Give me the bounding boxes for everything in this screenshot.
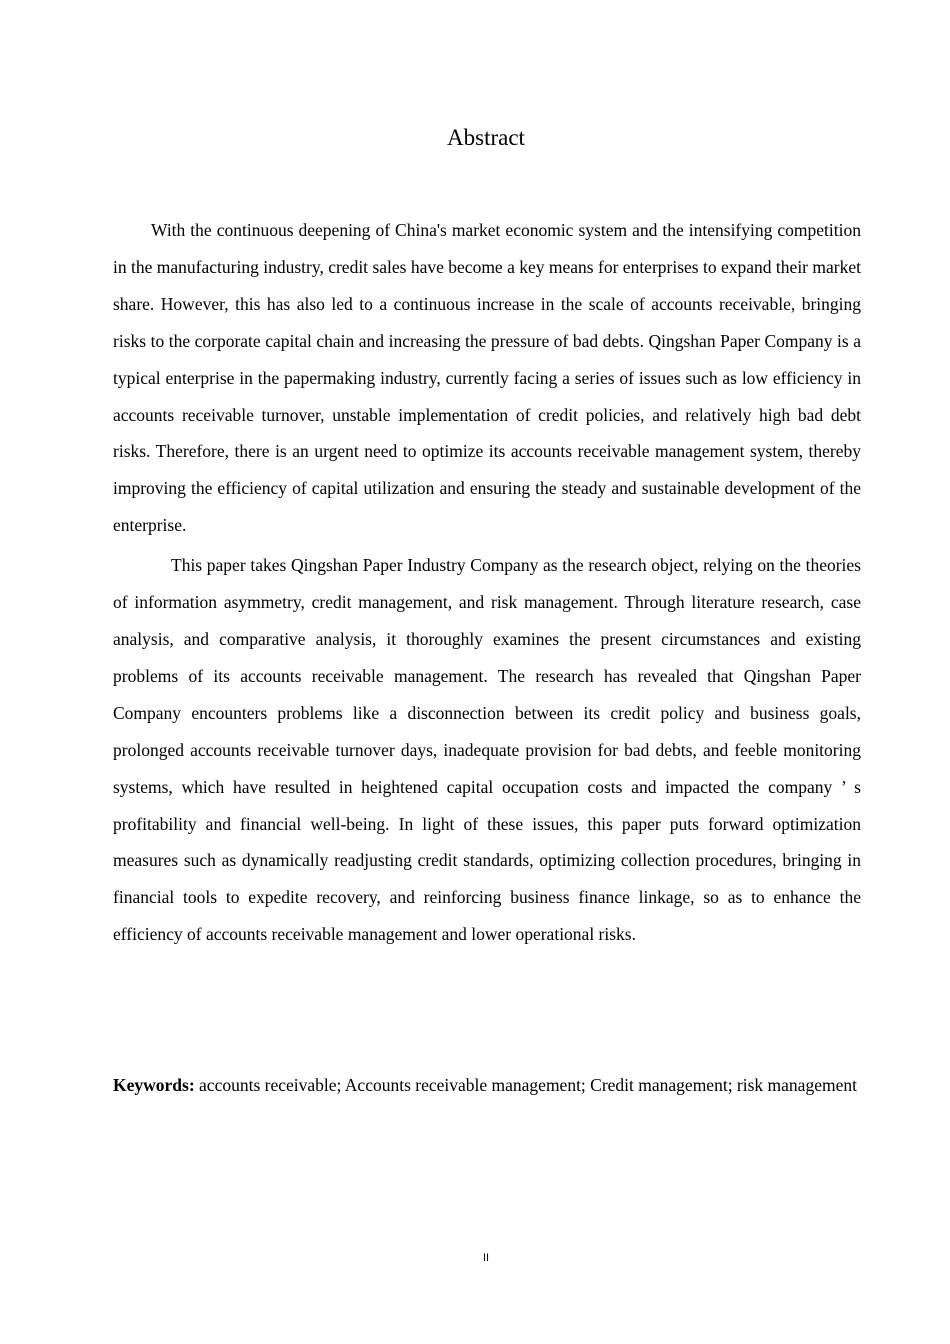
abstract-body [113,212,861,953]
abstract-paragraph-2: This paper takes Qingshan Paper Industry Company as the research object, relying on the theories of information asymmetry, credit management, and risk management. Through literature research, case analysis, and comparative analysis, it thoroughly examines the present circumstances and existing problems of its accounts receivable management. The research has revealed that Qingshan Paper Company encounters problems like a disconnection between its credit policy and business goals, prolonged accounts receivable turnover days, inadequate provision for bad debts, and feeble monitoring systems, which have resulted in heightened capital occupation costs and impacted the company ’ s profitability and financial well-being. In light of these issues, this paper puts forward optimization measures such as dynamically readjusting credit standards, optimizing collection procedures, bringing in financial tools to expedite recovery, and reinforcing business finance linkage, so as to enhance the efficiency of accounts receivable management and lower operational risks. [113,555,861,945]
keywords-text: accounts receivable; Accounts receivable management; Credit management; risk management [194,1075,857,1095]
abstract-paragraph-1: With the continuous deepening of China's market economic system and the intensifying competition in the manufacturing industry, credit sales have become a key means for enterprises to expand their market share. However, this has also led to a continuous increase in the scale of accounts receivable, bringing risks to the corporate capital chain and increasing the pressure of bad debts. Qingshan Paper Company is a typical enterprise in the papermaking industry, currently facing a series of issues such as low efficiency in accounts receivable turnover, unstable implementation of credit policies, and relatively high bad debt risks. Therefore, there is an urgent need to optimize its accounts receivable management system, thereby improving the efficiency of capital utilization and ensuring the steady and sustainable development of the enterprise. [113,220,861,536]
keywords-line [113,1067,861,1104]
page-number: II [482,1252,490,1264]
keywords-label: Keywords: [113,1075,195,1095]
abstract-title: Abstract [447,125,525,150]
